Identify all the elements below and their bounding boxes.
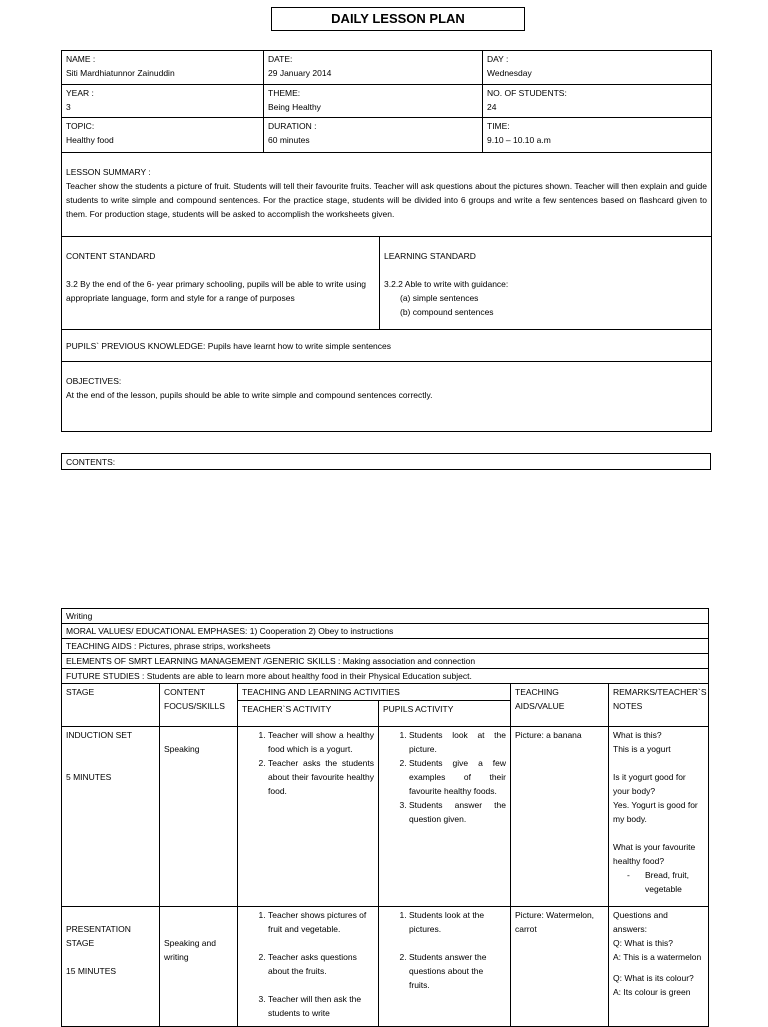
theme-value: Being Healthy bbox=[268, 102, 321, 112]
header-remarks-label: REMARKS/TEACHER`S NOTES bbox=[613, 687, 707, 711]
list-item: 2. Students give a few examples of their favourite healthy foods. bbox=[409, 756, 506, 798]
objectives-label: OBJECTIVES: bbox=[66, 376, 122, 386]
list-item: 1. Teacher will show a healthy food which is a yogurt. bbox=[268, 728, 374, 756]
induction-stage-label: INDUCTION SET bbox=[66, 730, 133, 740]
moral-values-row bbox=[62, 624, 709, 639]
name-label: NAME : bbox=[66, 54, 96, 64]
learning-standard-cell bbox=[380, 237, 712, 330]
elements-row bbox=[62, 654, 709, 669]
standards-table bbox=[61, 236, 712, 432]
dash-icon: - bbox=[627, 870, 630, 880]
remark-line: A: This is a watermelon bbox=[613, 952, 702, 962]
day-value: Wednesday bbox=[487, 68, 532, 78]
moral-values-text: MORAL VALUES/ EDUCATIONAL EMPHASES: 1) Cooperation 2) Obey to instructions bbox=[66, 626, 394, 636]
header-aids bbox=[511, 684, 609, 727]
header-teacher-label: TEACHER`S ACTIVITY bbox=[242, 704, 332, 714]
info-table bbox=[61, 50, 712, 237]
list-item: 1. Teacher shows pictures of fruit and vegetable. bbox=[268, 908, 374, 936]
presentation-stage-label: PRESENTATION STAGE bbox=[66, 924, 131, 948]
header-remarks bbox=[609, 684, 709, 727]
remark-bullet bbox=[613, 868, 704, 896]
induction-aids-cell bbox=[511, 727, 609, 907]
list-item: 3. Students answer the question given. bbox=[409, 798, 506, 826]
learning-standard-text: 3.2.2 Able to write with guidance: bbox=[384, 279, 509, 289]
header-pupils bbox=[379, 701, 511, 727]
day-label: DAY : bbox=[487, 54, 509, 64]
theme-label: THEME: bbox=[268, 88, 301, 98]
content-standard-cell bbox=[62, 237, 380, 330]
topic-value: Healthy food bbox=[66, 135, 114, 145]
date-value: 29 January 2014 bbox=[268, 68, 332, 78]
page-title: DAILY LESSON PLAN bbox=[271, 7, 525, 31]
presentation-content-cell bbox=[160, 907, 238, 1027]
presentation-teacher-cell bbox=[238, 907, 379, 1027]
learning-standard-a: (a) simple sentences bbox=[400, 293, 479, 303]
teaching-aids-row bbox=[62, 639, 709, 654]
presentation-content: Speaking and writing bbox=[164, 938, 216, 962]
skill-row bbox=[62, 609, 709, 624]
date-label: DATE: bbox=[268, 54, 293, 64]
remark-line: What is this? bbox=[613, 730, 662, 740]
header-stage bbox=[62, 684, 160, 727]
future-studies-row bbox=[62, 669, 709, 684]
presentation-aids: Picture: Watermelon, carrot bbox=[515, 910, 595, 934]
contents-box bbox=[61, 453, 711, 470]
list-item: 2. Students answer the questions about the fruits. bbox=[409, 950, 506, 992]
induction-content-cell bbox=[160, 727, 238, 907]
list-item: 2. Teacher asks questions about the fruits. bbox=[268, 950, 374, 978]
year-value: 3 bbox=[66, 102, 71, 112]
remark-line: This is a yogurt bbox=[613, 744, 671, 754]
previous-knowledge-cell bbox=[62, 330, 712, 362]
remark-line: Q: What is this? bbox=[613, 938, 673, 948]
skill-text: Writing bbox=[66, 611, 93, 621]
future-studies-text: FUTURE STUDIES : Students are able to learn more about healthy food in their Physical Education subject. bbox=[66, 671, 472, 681]
students-label: NO. OF STUDENTS: bbox=[487, 88, 567, 98]
induction-teacher-cell bbox=[238, 727, 379, 907]
students-value: 24 bbox=[487, 102, 497, 112]
previous-knowledge-text: PUPILS` PREVIOUS KNOWLEDGE: Pupils have learnt how to write simple sentences bbox=[66, 340, 392, 351]
remark-line: Q: What is its colour? bbox=[613, 973, 694, 983]
list-item: 3. Teacher will then ask the students to write bbox=[268, 992, 374, 1020]
name-value: Siti Mardhiatunnor Zainuddin bbox=[66, 68, 175, 78]
remark-bullet-text: Bread, fruit, vegetable bbox=[645, 870, 689, 894]
learning-standard-b: (b) compound sentences bbox=[400, 307, 494, 317]
content-standard-label: CONTENT STANDARD bbox=[66, 251, 156, 261]
remark-line: Is it yogurt good for your body? bbox=[613, 772, 686, 796]
duration-label: DURATION : bbox=[268, 121, 317, 131]
header-content-label: CONTENT FOCUS/SKILLS bbox=[164, 687, 225, 711]
time-label: TIME: bbox=[487, 121, 510, 131]
duration-cell bbox=[264, 118, 483, 153]
lesson-plan-table bbox=[61, 608, 709, 1027]
lesson-summary-label: LESSON SUMMARY : bbox=[66, 167, 151, 177]
remark-line: Yes. Yogurt is good for my body. bbox=[613, 800, 698, 824]
list-item: 1. Students look at the pictures. bbox=[409, 908, 506, 936]
presentation-stage-cell bbox=[62, 907, 160, 1027]
header-aids-label: TEACHING AIDS/VALUE bbox=[515, 687, 565, 711]
learning-standard-label: LEARNING STANDARD bbox=[384, 251, 476, 261]
year-cell bbox=[62, 85, 264, 118]
elements-text: ELEMENTS OF SMRT LEARNING MANAGEMENT /GENERIC SKILLS : Making association and connection bbox=[66, 656, 476, 666]
objectives-text: At the end of the lesson, pupils should be able to write simple and compound sentences correctly. bbox=[66, 390, 433, 400]
objectives-cell bbox=[62, 362, 712, 432]
duration-value: 60 minutes bbox=[268, 135, 310, 145]
header-activities-label: TEACHING AND LEARNING ACTIVITIES bbox=[242, 687, 400, 697]
presentation-aids-cell bbox=[511, 907, 609, 1027]
presentation-pupils-cell bbox=[379, 907, 511, 1027]
contents-label: CONTENTS: bbox=[66, 457, 116, 467]
induction-content: Speaking bbox=[164, 744, 200, 754]
theme-cell bbox=[264, 85, 483, 118]
presentation-minutes: 15 MINUTES bbox=[66, 966, 117, 976]
header-content bbox=[160, 684, 238, 727]
year-label: YEAR : bbox=[66, 88, 94, 98]
list-item: 2. Teacher asks the students about their favourite healthy food. bbox=[268, 756, 374, 798]
remark-line: A: Its colour is green bbox=[613, 987, 691, 997]
list-item: 1. Students look at the picture. bbox=[409, 728, 506, 756]
header-activities bbox=[238, 684, 511, 701]
topic-label: TOPIC: bbox=[66, 121, 95, 131]
induction-pupils-cell bbox=[379, 727, 511, 907]
header-teacher bbox=[238, 701, 379, 727]
lesson-summary-text: Teacher show the students a picture of fruit. Students will tell their favourite fruits. Teacher will ask questions about the pictures shown. Teacher will then explain and guide students to write simple and compound sentences. For the practice stage, students will be divided into 6 groups and write a few sentences based on flashcard given to them. For production stage, students will be asked to accomplish the worksheets given. bbox=[66, 181, 707, 219]
name-cell bbox=[62, 51, 264, 85]
date-cell bbox=[264, 51, 483, 85]
induction-minutes: 5 MINUTES bbox=[66, 772, 112, 782]
topic-cell bbox=[62, 118, 264, 153]
time-value: 9.10 – 10.10 a.m bbox=[487, 135, 551, 145]
lesson-summary-cell bbox=[62, 153, 712, 237]
induction-aids: Picture: a banana bbox=[515, 730, 582, 740]
presentation-remarks-cell bbox=[609, 907, 709, 1027]
remark-line: What is your favourite healthy food? bbox=[613, 842, 696, 866]
students-cell bbox=[483, 85, 712, 118]
remark-line: Questions and answers: bbox=[613, 910, 668, 934]
content-standard-text: 3.2 By the end of the 6- year primary schooling, pupils will be able to write using appropriate language, form and style for a range of purposes bbox=[66, 279, 367, 303]
time-cell bbox=[483, 118, 712, 153]
header-stage-label: STAGE bbox=[66, 687, 95, 697]
induction-stage-cell bbox=[62, 727, 160, 907]
teaching-aids-text: TEACHING AIDS : Pictures, phrase strips, worksheets bbox=[66, 641, 271, 651]
induction-remarks-cell bbox=[609, 727, 709, 907]
day-cell bbox=[483, 51, 712, 85]
header-pupils-label: PUPILS ACTIVITY bbox=[383, 704, 454, 714]
